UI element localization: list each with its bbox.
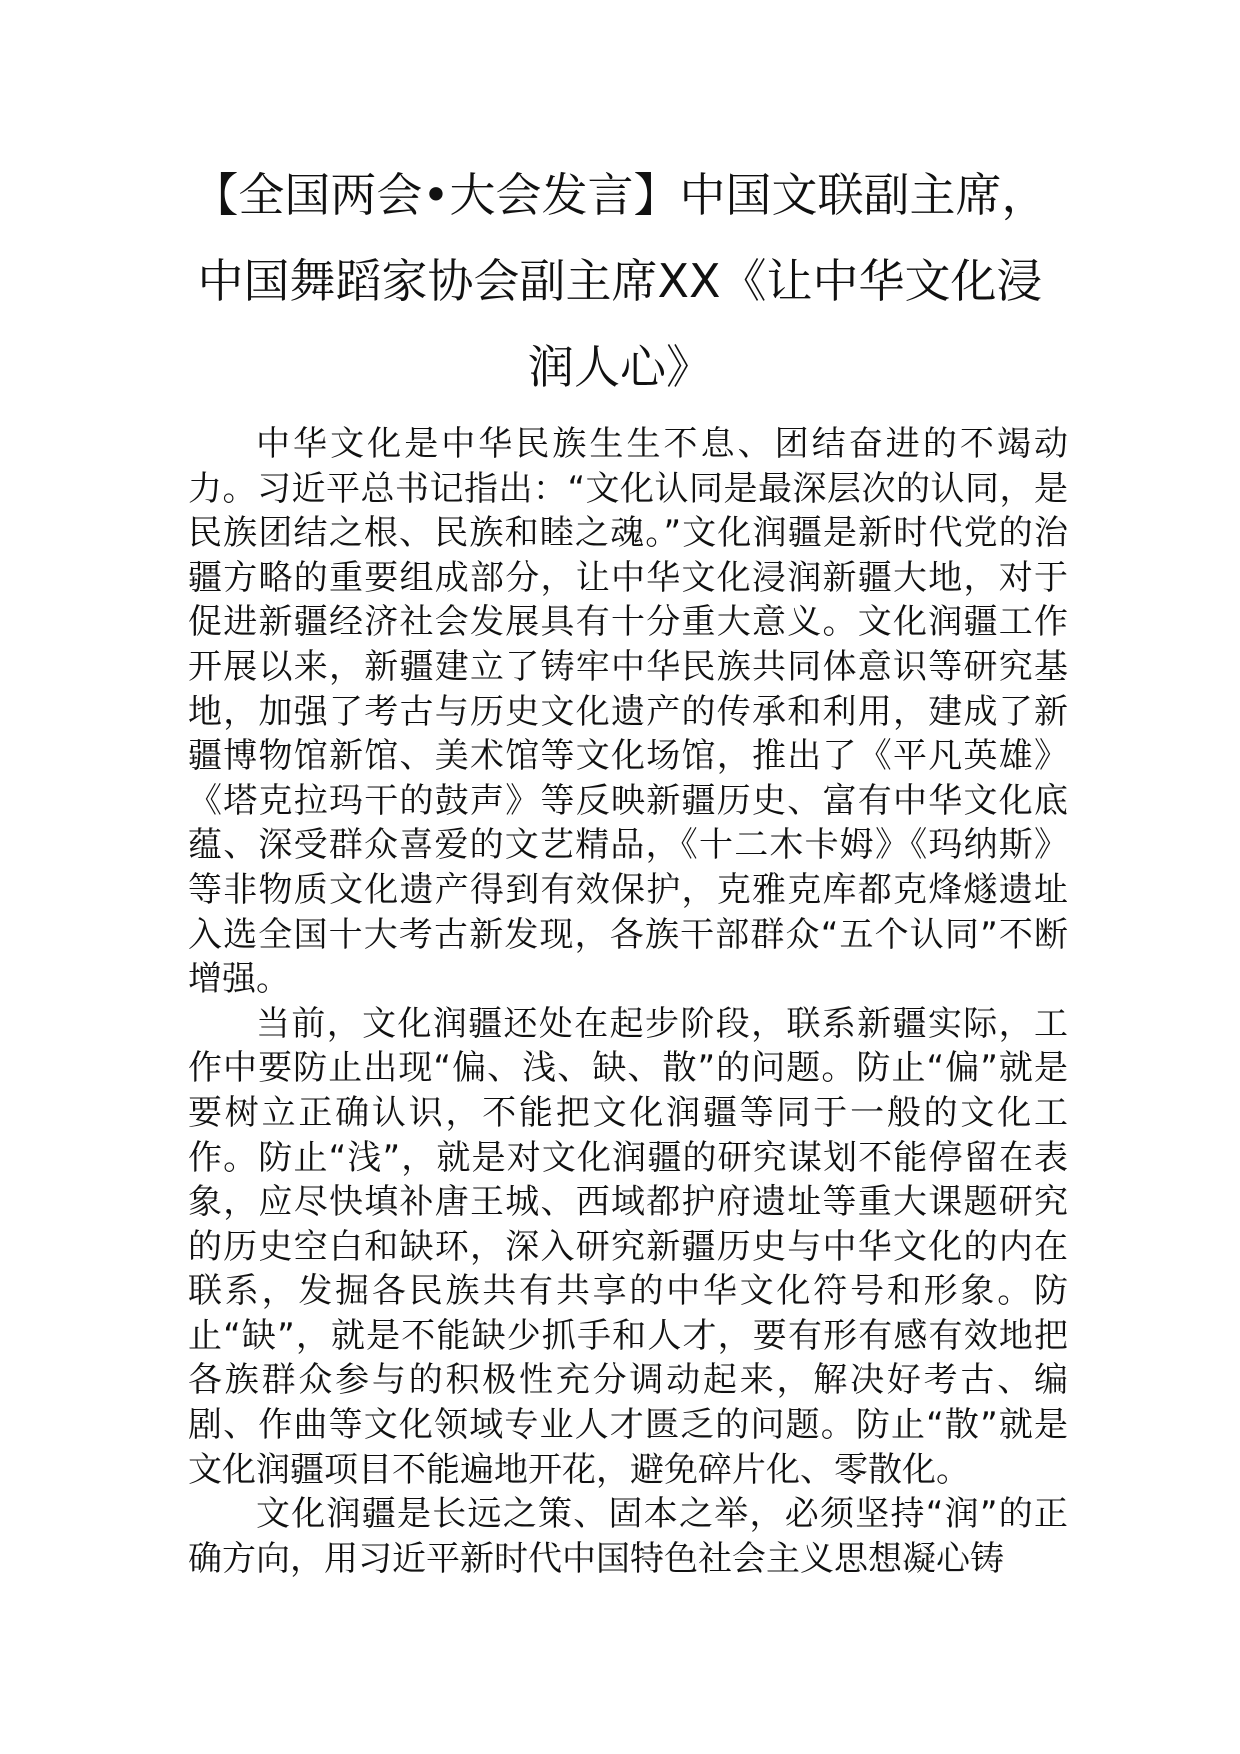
paragraph-3: 文化润疆是长远之策、固本之举，必须坚持“润”的正确方向，用习近平新时代中国特色社会主义思想凝心铸 (188, 1494, 1068, 1579)
title-line-3: 润人心》 (528, 340, 712, 394)
title-line-1: 【全国两会•大会发言】中国文联副主席， (192, 168, 1048, 222)
paragraph-2: 当前，文化润疆还处在起步阶段，联系新疆实际，工作中要防止出现“偏、浅、缺、散”的问题。防止“偏”就是要树立正确认识，不能把文化润疆等同于一般的文化工作。防止“浅”，就是对文化润疆的研究谋划不能停留在表象，应尽快填补唐王城、西域都护府遗址等重大课题研究的历史空白和缺环，深入研究新疆历史与中华文化的内在联系，发掘各民族共有共享的中华文化符号和形象。防止“缺”，就是不能缺少抓手和人才，要有形有感有效地把各族群众参与的积极性充分调动起来，解决好考古、编剧、作曲等文化领域专业人才匮乏的问题。防止“散”就是文化润疆项目不能遍地开花，避免碎片化、零散化。 (188, 1003, 1068, 1490)
paragraph-1: 中华文化是中华民族生生不息、团结奋进的不竭动力。习近平总书记指出：“文化认同是最深层次的认同，是民族团结之根、民族和睦之魂。”文化润疆是新时代党的治疆方略的重要组成部分，让中华文化浸润新疆大地，对于促进新疆经济社会发展具有十分重大意义。文化润疆工作开展以来，新疆建立了铸牢中华民族共同体意识等研究基地，加强了考古与历史文化遗产的传承和利用，建成了新疆博物馆新馆、美术馆等文化场馆，推出了《平凡英雄》《塔克拉玛干的鼓声》等反映新疆历史、富有中华文化底蕴、深受群众喜爱的文艺精品，《十二木卡姆》《玛纳斯》等非物质文化遗产得到有效保护，克雅克库都克烽燧遗址入选全国十大考古新发现，各族干部群众“五个认同”不断增强。 (188, 424, 1068, 1000)
document-body (188, 422, 1068, 1581)
title-line-2: 中国舞蹈家协会副主席XX《让中华文化浸 (197, 254, 1043, 308)
document-title (150, 152, 1090, 410)
